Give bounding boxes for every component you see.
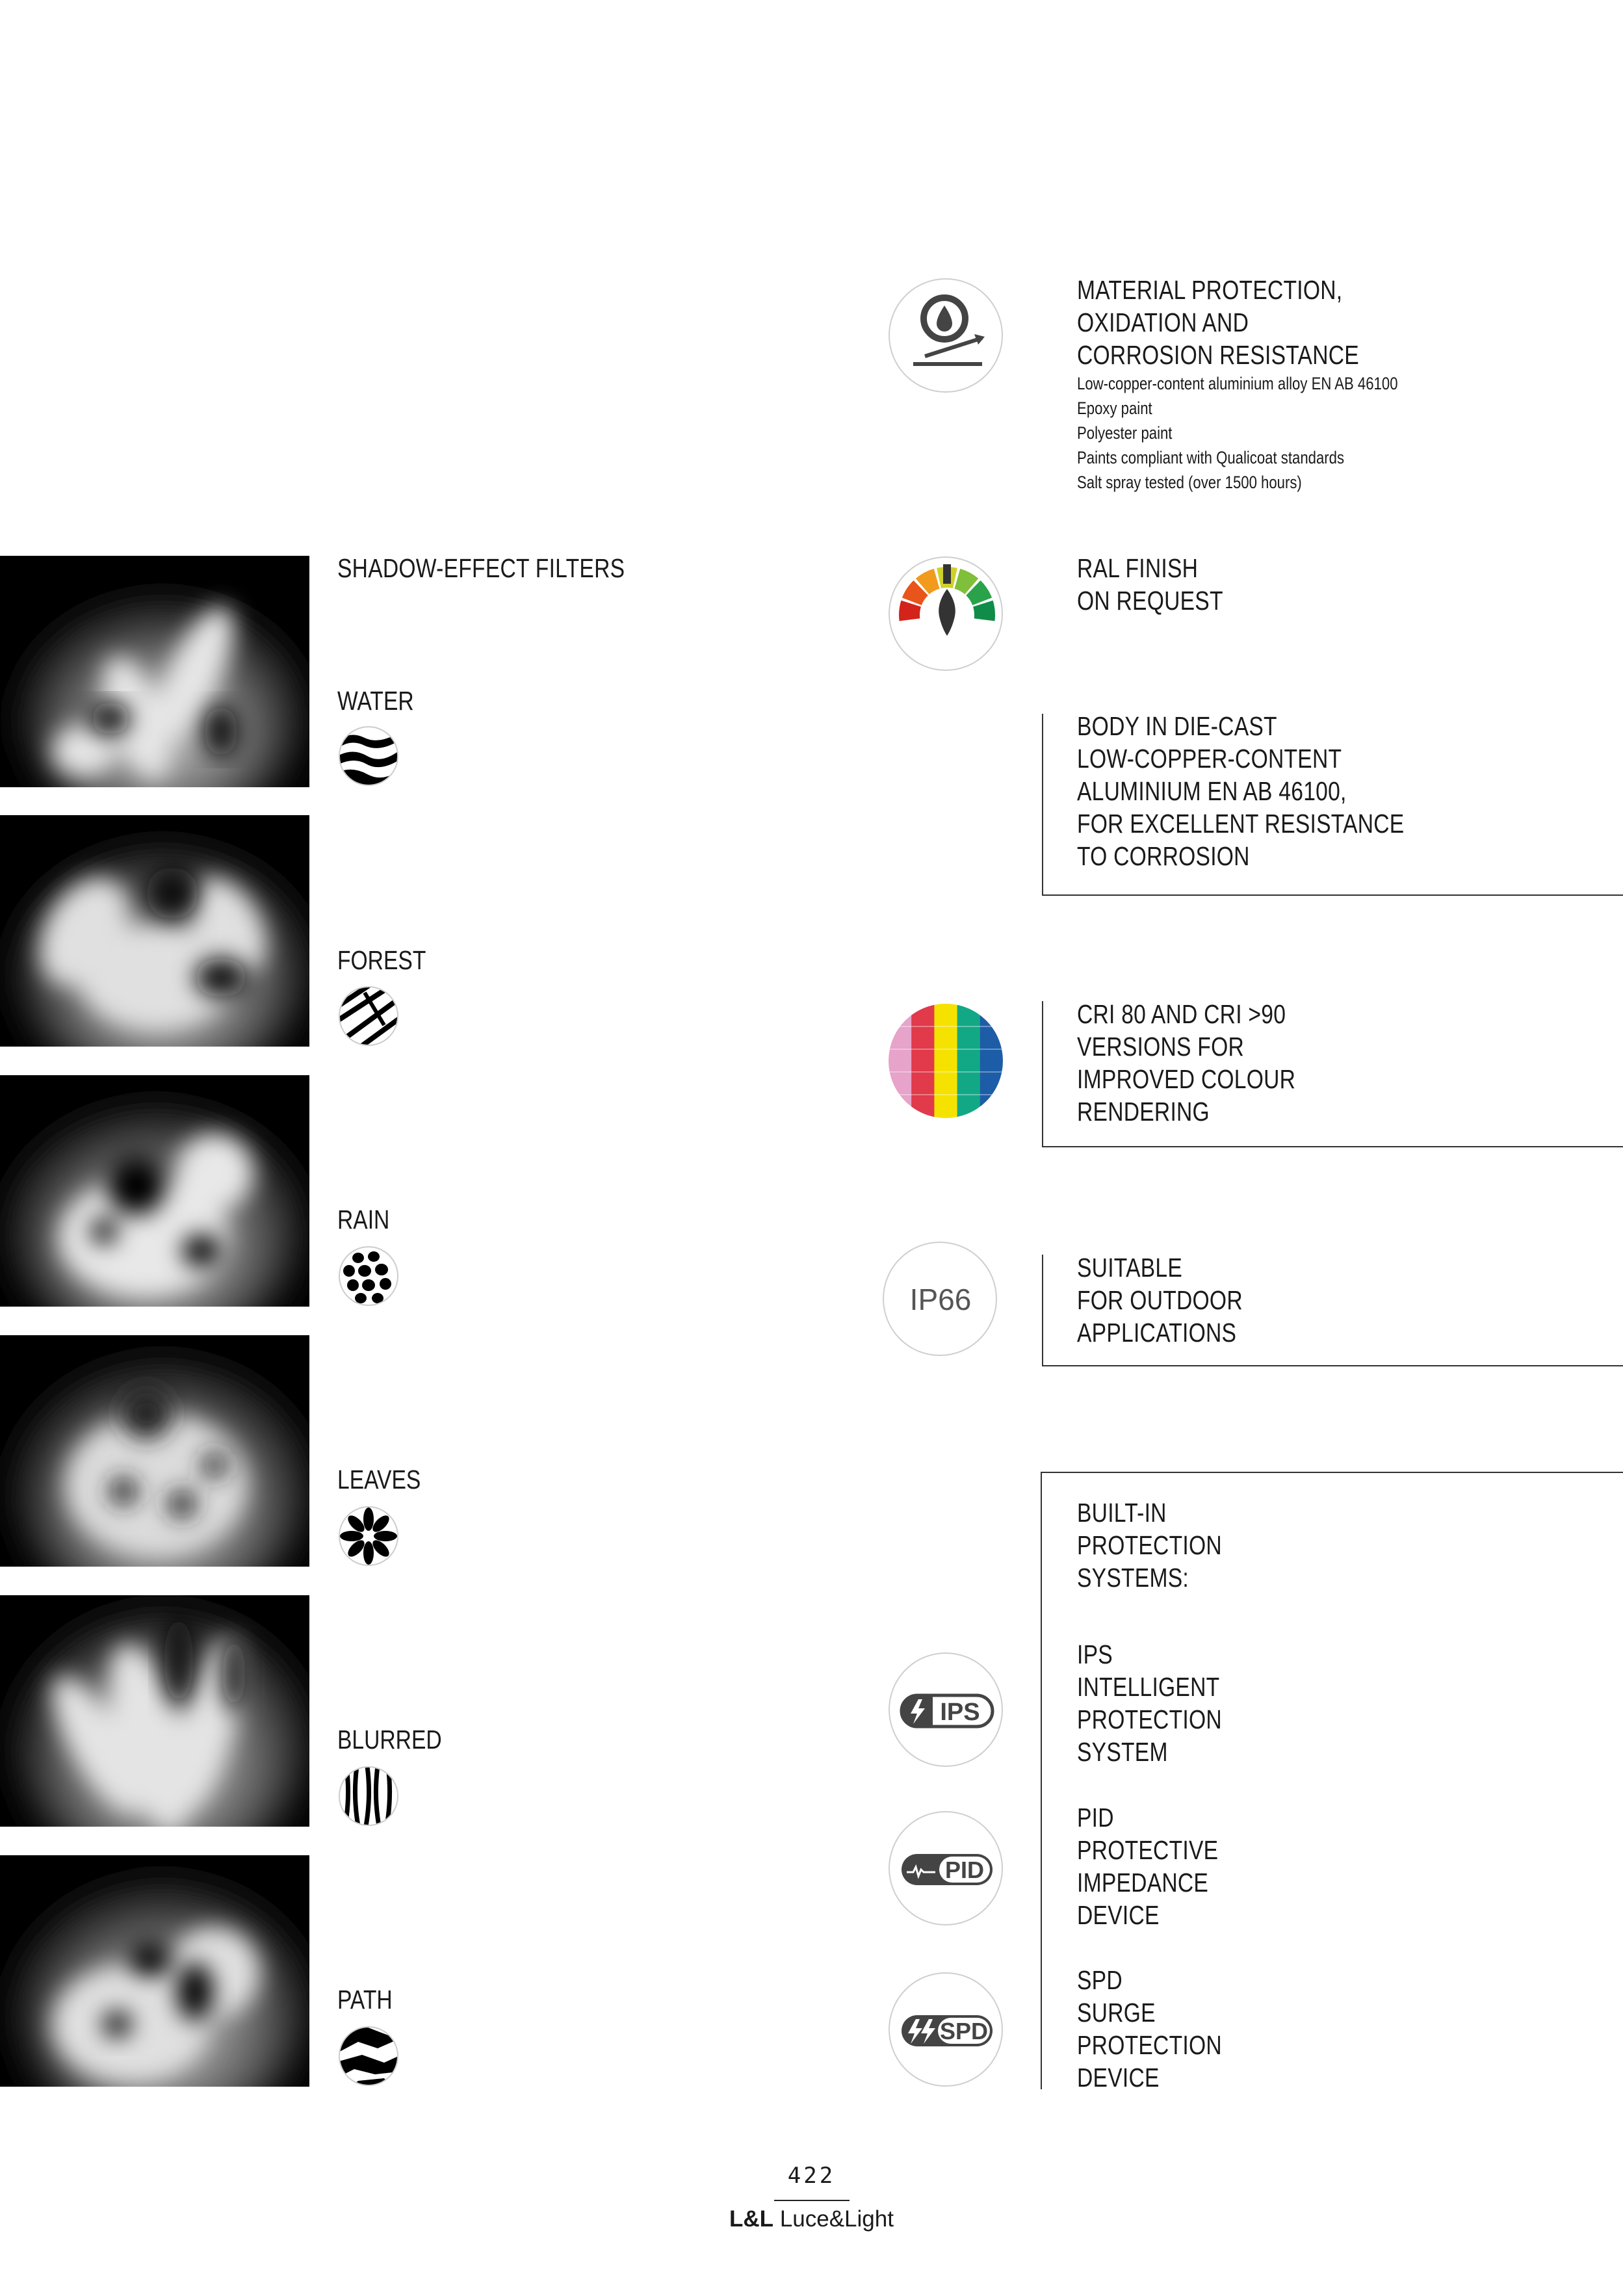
- material-detail-2: Epoxy paint: [1077, 398, 1152, 418]
- material-heading-line-1: MATERIAL PROTECTION,: [1077, 275, 1343, 305]
- ip-frame-left: [1042, 1255, 1043, 1366]
- blurred-pattern-icon: [339, 1766, 398, 1826]
- filter-photo-water: [0, 556, 309, 787]
- filter-label-rain: RAIN: [337, 1205, 390, 1234]
- spd-line-2: SURGE: [1077, 1998, 1156, 2028]
- ip66-badge: [883, 1242, 997, 1356]
- pid-icon-text: PID: [944, 1857, 985, 1883]
- ips-line-2: INTELLIGENT: [1077, 1672, 1220, 1702]
- protection-heading-line-2: PROTECTION: [1077, 1530, 1222, 1560]
- protection-frame-top: [1041, 1472, 1623, 1473]
- material-protection-block: [1077, 274, 1468, 495]
- body-line-4: FOR EXCELLENT RESISTANCE: [1077, 809, 1405, 839]
- protection-heading: [1077, 1496, 1254, 1594]
- material-heading-line-2: OXIDATION AND: [1077, 307, 1249, 337]
- filter-label-forest: FOREST: [337, 945, 426, 975]
- page-number-rule: [774, 2200, 850, 2201]
- pid-line-3: IMPEDANCE: [1077, 1868, 1209, 1898]
- cri-block: [1077, 998, 1344, 1128]
- ips-block: [1077, 1638, 1254, 1768]
- ips-line-3: PROTECTION: [1077, 1704, 1222, 1734]
- cri-line-2: VERSIONS FOR: [1077, 1032, 1245, 1062]
- material-detail-4: Paints compliant with Qualicoat standards: [1077, 448, 1345, 467]
- cri-colour-stripe: [889, 1004, 912, 1118]
- ips-line-4: SYSTEM: [1077, 1737, 1168, 1767]
- spd-line-1: SPD: [1077, 1965, 1123, 1995]
- cri-colour-stripe: [934, 1004, 957, 1118]
- body-block: [1077, 710, 1476, 872]
- material-heading-line-3: CORROSION RESISTANCE: [1077, 340, 1359, 370]
- pid-line-2: PROTECTIVE: [1077, 1835, 1219, 1865]
- ips-icon-text: IPS: [940, 1699, 980, 1726]
- material-detail-1: Low-copper-content aluminium alloy EN AB 46100: [1077, 374, 1398, 393]
- cri-line-1: CRI 80 AND CRI >90: [1077, 999, 1286, 1029]
- material-detail-3: Polyester paint: [1077, 423, 1173, 443]
- protection-frame-left: [1041, 1472, 1042, 2089]
- filter-label-path: PATH: [337, 1985, 393, 2015]
- brand-footer: [0, 2206, 1623, 2232]
- ral-heading-line-1: RAL FINISH: [1077, 553, 1199, 583]
- ips-icon: [889, 1652, 1003, 1767]
- protection-heading-line-3: SYSTEMS:: [1077, 1563, 1189, 1593]
- cri-colour-rendering-icon: [889, 1004, 1003, 1118]
- forest-pattern-icon: [339, 986, 398, 1046]
- filter-label-water: WATER: [337, 686, 414, 716]
- ips-line-1: IPS: [1077, 1639, 1113, 1669]
- pid-line-1: PID: [1077, 1803, 1114, 1833]
- body-frame-bottom: [1042, 894, 1623, 896]
- spd-line-3: PROTECTION: [1077, 2030, 1222, 2060]
- ral-colour-wheel-icon: [889, 556, 1003, 671]
- ral-heading-line-2: ON REQUEST: [1077, 586, 1223, 616]
- rain-pattern-icon: [339, 1246, 398, 1306]
- body-line-2: LOW-COPPER-CONTENT: [1077, 744, 1342, 774]
- ip-block: [1077, 1251, 1279, 1349]
- filter-label-leaves: LEAVES: [337, 1465, 421, 1494]
- cri-frame-left: [1042, 1001, 1043, 1147]
- cri-frame-bottom: [1042, 1146, 1623, 1147]
- filter-photo-blurred: [0, 1595, 309, 1827]
- pid-line-4: DEVICE: [1077, 1900, 1160, 1930]
- body-line-1: BODY IN DIE-CAST: [1077, 711, 1277, 741]
- filter-photo-rain: [0, 1075, 309, 1307]
- ip-line-2: FOR OUTDOOR: [1077, 1285, 1243, 1315]
- ral-block: [1077, 552, 1255, 617]
- ip-line-1: SUITABLE: [1077, 1253, 1183, 1283]
- brand-logo-text: L&L: [729, 2206, 774, 2232]
- leaves-pattern-icon: [339, 1506, 398, 1566]
- spd-line-4: DEVICE: [1077, 2063, 1160, 2093]
- cri-colour-stripe: [980, 1004, 1003, 1118]
- cri-colour-stripe: [957, 1004, 981, 1118]
- water-pattern-icon: [339, 726, 398, 786]
- material-detail-5: Salt spray tested (over 1500 hours): [1077, 473, 1302, 492]
- cri-colour-stripe: [911, 1004, 935, 1118]
- spd-block: [1077, 1964, 1254, 2094]
- spd-icon-text: SPD: [939, 2018, 989, 2044]
- ip-line-3: APPLICATIONS: [1077, 1318, 1237, 1348]
- cri-line-3: IMPROVED COLOUR: [1077, 1064, 1296, 1094]
- brand-name: Luce&Light: [779, 2206, 894, 2232]
- filter-photo-leaves: [0, 1335, 309, 1567]
- pid-block: [1077, 1801, 1249, 1931]
- filters-title: SHADOW-EFFECT FILTERS: [337, 553, 625, 583]
- page-number: 422: [787, 2163, 836, 2189]
- filter-photo-forest: [0, 815, 309, 1047]
- ip-frame-bottom: [1042, 1365, 1623, 1366]
- body-line-3: ALUMINIUM EN AB 46100,: [1077, 776, 1347, 806]
- pid-icon: [889, 1811, 1003, 1925]
- spd-icon: [889, 1972, 1003, 2087]
- ip66-badge-label: IP66: [909, 1283, 972, 1316]
- body-line-5: TO CORROSION: [1077, 841, 1250, 871]
- corrosion-resistance-icon: [889, 278, 1003, 393]
- cri-line-4: RENDERING: [1077, 1097, 1210, 1127]
- filter-label-blurred: BLURRED: [337, 1725, 442, 1755]
- protection-heading-line-1: BUILT-IN: [1077, 1498, 1167, 1528]
- body-frame-left: [1042, 714, 1043, 896]
- filter-photo-path: [0, 1855, 309, 2087]
- path-pattern-icon: [339, 2026, 398, 2086]
